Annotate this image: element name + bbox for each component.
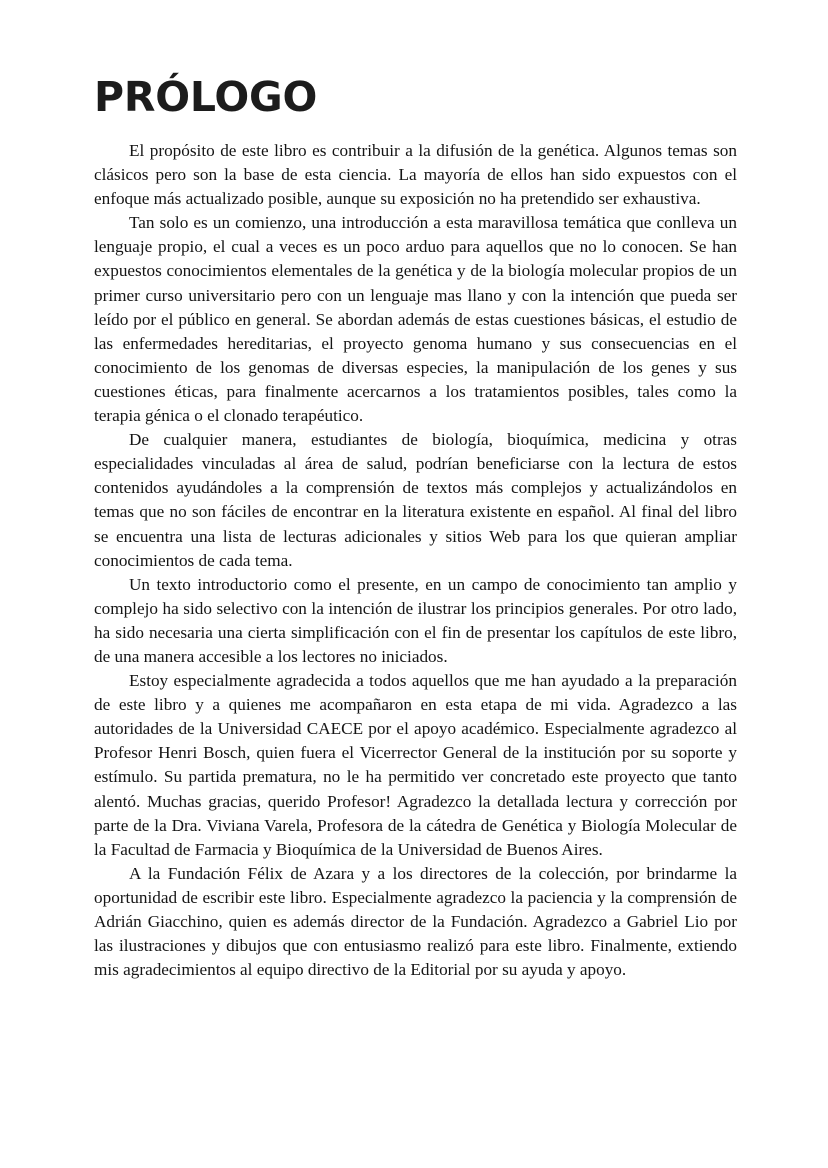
paragraph: A la Fundación Félix de Azara y a los directores de la colección, por brindarme la oportunidad de escribir este libro. Especialmente agradezco la paciencia y la comprensión de Adrián Giacchino, quien es además director de la Fundación. Agradezco a Gabriel Lio por las ilustraciones y dibujos que con entusiasmo realizó para este libro. Finalmente, extiendo mis agradecimientos al equipo directivo de la Editorial por su ayuda y apoyo. [94, 863, 737, 980]
page-title: PRÓLOGO [94, 73, 318, 121]
paragraph: El propósito de este libro es contribuir a la difusión de la genética. Algunos temas son clásicos pero son la base de esta ciencia. La mayoría de ellos han sido expuestos con el enfoque más actualizado posible, aunque su exposición no ha pretendido ser exhaustiva. [94, 141, 737, 209]
paragraph: De cualquier manera, estudiantes de biología, bioquímica, medicina y otras especialidades vinculadas al área de salud, podrían beneficiarse con la lectura de estos contenidos ayudándoles a la comprensión de textos más complejos y actualizándolos en temas que no son fáciles de encontrar en la literatura existente en español. Al final del libro se encuentra una lista de lecturas adicionales y sitios Web para los que quieran ampliar conocimientos de cada tema. [94, 430, 737, 570]
paragraph: Estoy especialmente agradecida a todos aquellos que me han ayudado a la preparación de este libro y a quienes me acompañaron en esta etapa de mi vida. Agradezco a las autoridades de la Universidad CAECE por el apoyo académico. Especialmente agradezco al Profesor Henri Bosch, quien fuera el Vicerrector General de la institución por su soporte y estímulo. Su partida prematura, no le ha permitido ver concretado este proyecto que tanto alentó. Muchas gracias, querido Profesor! Agradezco la detallada lectura y corrección por parte de la Dra. Viviana Varela, Profesora de la cátedra de Genética y Biología Molecular de la Facultad de Farmacia y Bioquímica de la Universidad de Buenos Aires. [94, 671, 737, 859]
paragraph: Un texto introductorio como el presente, en un campo de conocimiento tan amplio y complejo ha sido selectivo con la intención de ilustrar los principios generales. Por otro lado, ha sido necesaria una cierta simplificación con el fin de presentar los capítulos de este libro, de una manera accesible a los lectores no iniciados. [94, 574, 737, 666]
paragraph: Tan solo es un comienzo, una introducción a esta maravillosa temática que conlleva un lenguaje propio, el cual a veces es un poco arduo para aquellos que no lo conocen. Se han expuestos conocimientos elementales de la genética y de la biología molecular propios de un primer curso universitario pero con un lenguaje mas llano y con la intención que pueda ser leído por el público en general. Se abordan además de estas cuestiones básicas, el estudio de las enfermedades hereditarias, el proyecto genoma humano y sus consecuencias en el conocimiento de los genomas de diversas especies, la manipulación de los genes y sus cuestiones éticas, para finalmente acercarnos a los tratamientos posibles, tales como la terapia génica o el clonado terapéutico. [94, 213, 737, 426]
body-text-block [94, 139, 737, 982]
